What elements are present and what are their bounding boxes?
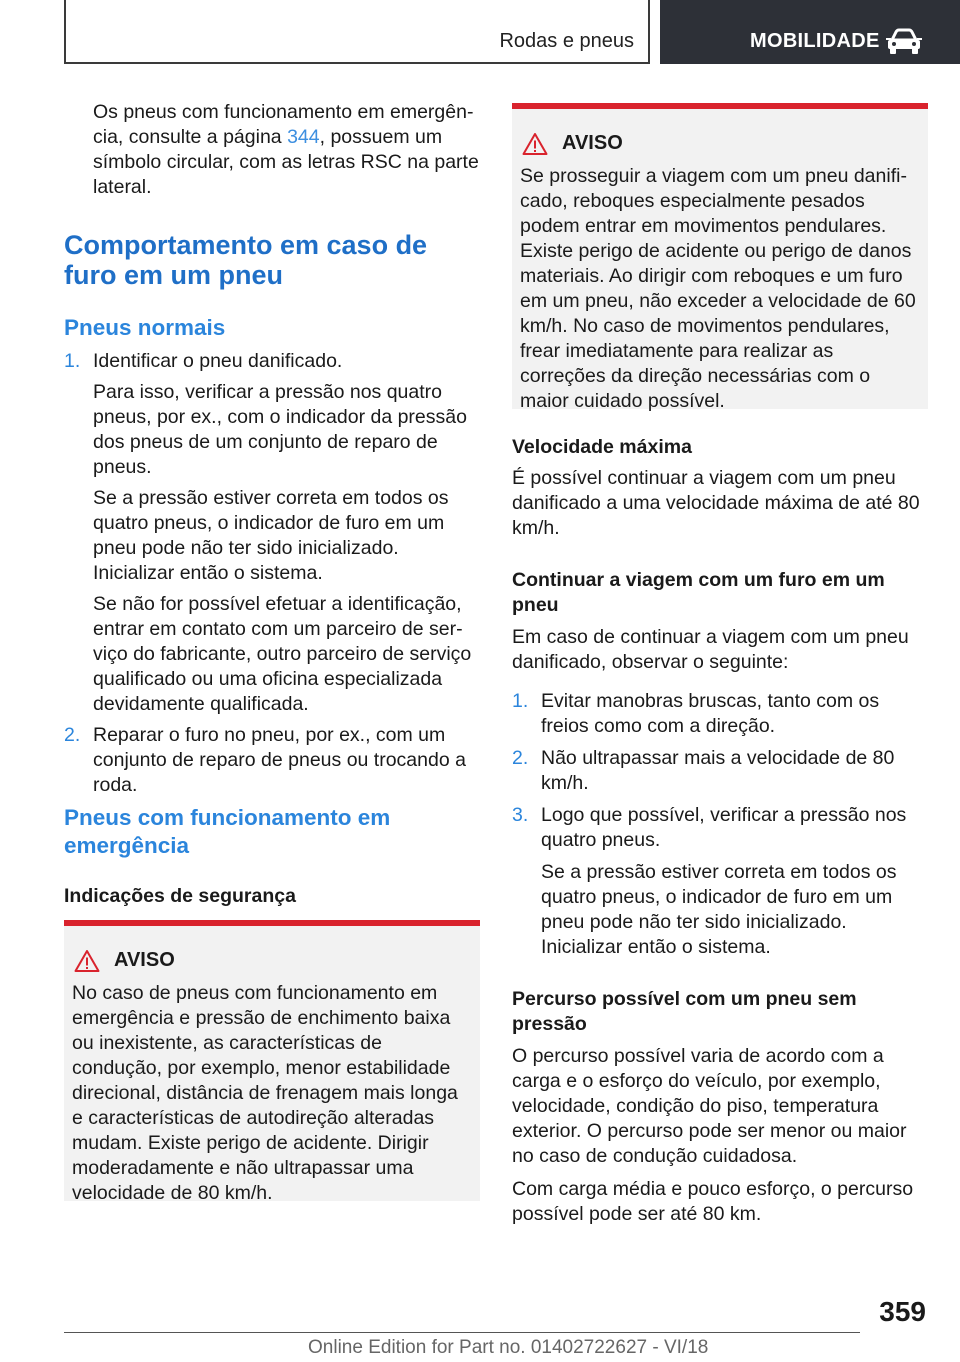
footer-edition: Online Edition for Part no. 01402722627 - VI/18 [308, 1337, 709, 1358]
max-speed-text: É possível continuar a viagem com um pneu danificado a uma velocidade máxima de até 80 km/h. [512, 467, 920, 539]
warning-box-runflat [64, 920, 480, 1204]
range-text-2: Com carga média e pouco esforço, o percurso possível pode ser até 80 km. [512, 1178, 914, 1225]
step-text: Logo que possível, verificar a pressão nos quatro pneus. [541, 804, 907, 851]
heading-range-flat: Percurso possível com um pneu sem pressão [512, 988, 857, 1035]
list-item [512, 689, 928, 739]
heading-normal-tires: Pneus normais [64, 315, 226, 340]
continue-driving-text: Em caso de continuar a viagem com um pneu danificado, observar o seguinte: [512, 626, 909, 673]
heading-safety: Indicações de segurança [64, 885, 296, 907]
list-number: 2. [64, 724, 81, 746]
footer-divider [64, 1332, 860, 1333]
list-number: 2. [512, 747, 529, 769]
car-icon [886, 28, 922, 56]
list-item [512, 803, 928, 960]
heading-max-speed: Velocidade máxima [512, 436, 692, 458]
page-number: 359 [879, 1296, 926, 1327]
chapter-tab [660, 0, 960, 64]
list-item [64, 723, 480, 798]
step-text: Não ultrapassar mais a velocidade de 80 km/h. [541, 747, 895, 794]
step-title: Reparar o furo no pneu, por ex., com um conjunto de reparo de pneus ou trocando a roda. [93, 724, 466, 796]
list-number: 3. [512, 804, 529, 826]
warning-title-text: AVISO [114, 949, 175, 971]
section-title: Rodas e pneus [499, 30, 634, 52]
normal-tire-steps [64, 349, 480, 798]
chapter-tab-label: MOBILIDADE [750, 30, 880, 52]
list-number: 1. [512, 690, 529, 712]
intro-paragraph [93, 100, 483, 200]
warning-text: Se prosseguir a viagem com um pneu danificado, reboques especialmente pesados podem entrar em movimentos pendulares. Existe perigo de acidente ou perigo de danos materiais. Ao dirigir com reboques e um furo em um pneu, não exceder a velocidade de 60 km/h. No caso de movimentos pendulares, frear imediatamente para realizar as correções da direção necessárias com o maior cuidado possível. [520, 165, 916, 412]
warning-triangle-icon [522, 132, 548, 156]
heading-continue-driving: Continuar a viagem com um furo em um pneu [512, 569, 885, 616]
warning-title [520, 131, 920, 156]
range-text-1: O percurso possível varia de acordo com a carga e o esforço do veículo, por exemplo, velocidade, condição do piso, temperatura exterior. O percurso pode ser menor ou maior no caso de condução cuidadosa. [512, 1045, 907, 1167]
heading-flat-tire-behavior: Comportamento em caso de furo em um pneu [64, 230, 428, 290]
step-paragraph: Se a pressão estiver correta em todos os quatro pneus, o indicador de furo em um pneu pode não ter sido inicializado. Inicializar então o sistema. [541, 861, 897, 958]
step-text: Evitar manobras bruscas, tanto com os freios como com a direção. [541, 690, 880, 737]
page-reference-link[interactable]: 344 [287, 126, 320, 148]
continue-driving-steps [512, 689, 928, 960]
heading-runflat-tires: Pneus com funcionamento em emergência [64, 805, 391, 858]
list-item [512, 746, 928, 796]
header-section-box [64, 0, 650, 64]
step-paragraph: Se não for possível efetuar a identificação, entrar em contato com um parceiro de serviço do fabricante, outro parceiro de serviço qualificado ou uma oficina especializada devidamente qualificada. [93, 593, 472, 715]
warning-triangle-icon [74, 949, 100, 973]
intro-text-b: , possuem um símbolo circular, com as letras RSC na parte lateral. [93, 126, 479, 198]
step-paragraph: Se a pressão estiver correta em todos os quatro pneus, o indicador de furo em um pneu pode não ter sido inicializado. Inicializar então o sistema. [93, 487, 449, 584]
list-number: 1. [64, 350, 81, 372]
step-paragraph: Para isso, verificar a pressão nos quatro pneus, por ex., com o indicador da pressão dos pneus de um conjunto de reparo de pneus. [93, 381, 467, 478]
step-title: Identificar o pneu danificado. [93, 350, 343, 372]
intro-text-a: Os pneus com funcionamento em emergência, consulte a página [93, 101, 474, 148]
warning-title-text: AVISO [562, 132, 623, 154]
warning-text: No caso de pneus com funcionamento em emergência e pressão de enchimento baixa ou inexistente, as características de condução, por exemplo, menor estabilidade direcional, distância de frenagem mais longa e características de autodireção alteradas mudam. Existe perigo de acidente. Dirigir moderadamente e não ultrapassar uma velocidade de 80 km/h. [72, 982, 458, 1204]
list-item [64, 349, 480, 717]
warning-box-trailer [512, 103, 928, 412]
warning-title [72, 948, 472, 973]
